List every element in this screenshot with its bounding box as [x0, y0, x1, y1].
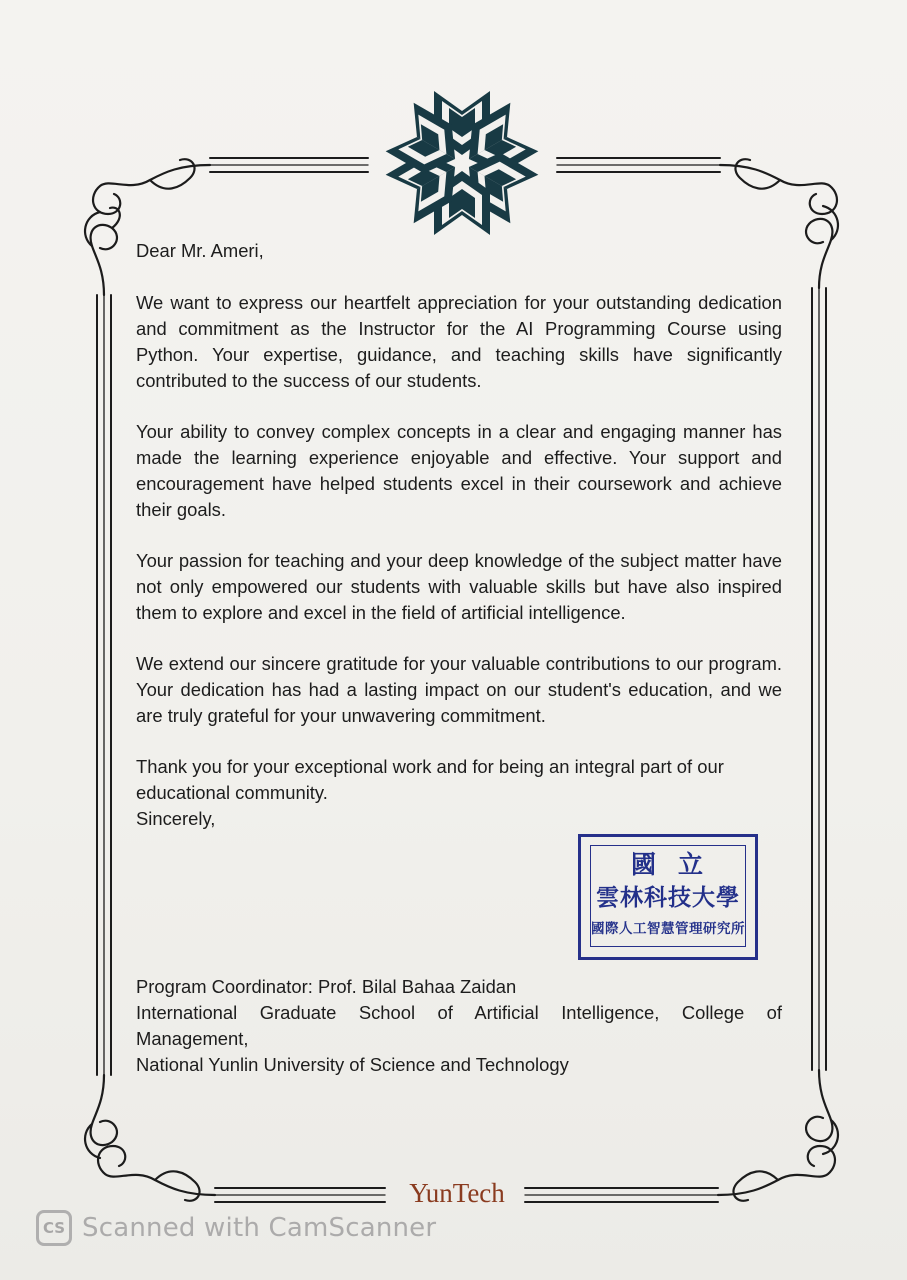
- salutation: Dear Mr. Ameri,: [136, 240, 264, 261]
- corner-flourish-bottom-right: [718, 1070, 838, 1201]
- stamp-line-3: 國際人工智慧管理研究所: [591, 921, 745, 937]
- closing-paragraph: Thank you for your exceptional work and for being an integral part of our educational community.: [136, 756, 724, 803]
- college-line: Management,: [136, 1028, 249, 1049]
- paragraph-4: We extend our sincere gratitude for your valuable contributions to our program. Your dedication has had a lasting impact on our student's education, and we are truly grateful for your unwavering commitment.: [136, 653, 782, 726]
- closing: Sincerely,: [136, 808, 216, 829]
- signature-block: [136, 974, 782, 1078]
- university-line: National Yunlin University of Science and Technology: [136, 1054, 569, 1075]
- stamp-line-1: 國立: [630, 850, 725, 879]
- university-logo: [386, 91, 539, 235]
- coordinator-line: Program Coordinator: Prof. Bilal Bahaa Zaidan: [136, 976, 517, 997]
- scanner-watermark-text: Scanned with CamScanner: [82, 1213, 437, 1243]
- yuntech-wordmark: YunTech: [409, 1178, 505, 1208]
- scanner-watermark: [36, 1208, 436, 1248]
- official-seal-stamp: [578, 834, 758, 960]
- stamp-line-2: 雲林科技大學: [596, 884, 740, 911]
- paragraph-3: Your passion for teaching and your deep knowledge of the subject matter have not only empowered our students with valuable skills but have also inspired them to explore and excel in the field of artificial intelligence.: [136, 550, 782, 623]
- camscanner-icon: CS: [36, 1210, 72, 1246]
- corner-flourish-bottom-left: [85, 1075, 215, 1201]
- paragraph-2: Your ability to convey complex concepts in a clear and engaging manner has made the learning experience enjoyable and effective. Your support and encouragement have helped students excel in their coursework and achieve their goals.: [136, 421, 782, 520]
- paragraph-1: We want to express our heartfelt appreciation for your outstanding dedication and commitment as the Instructor for the AI Programming Course using Python. Your expertise, guidance, and teaching skills have significantly contributed to the success of our students.: [136, 292, 782, 391]
- school-line: International Graduate School of Artificial Intelligence, College of: [136, 1002, 782, 1023]
- letter-body: [136, 238, 782, 832]
